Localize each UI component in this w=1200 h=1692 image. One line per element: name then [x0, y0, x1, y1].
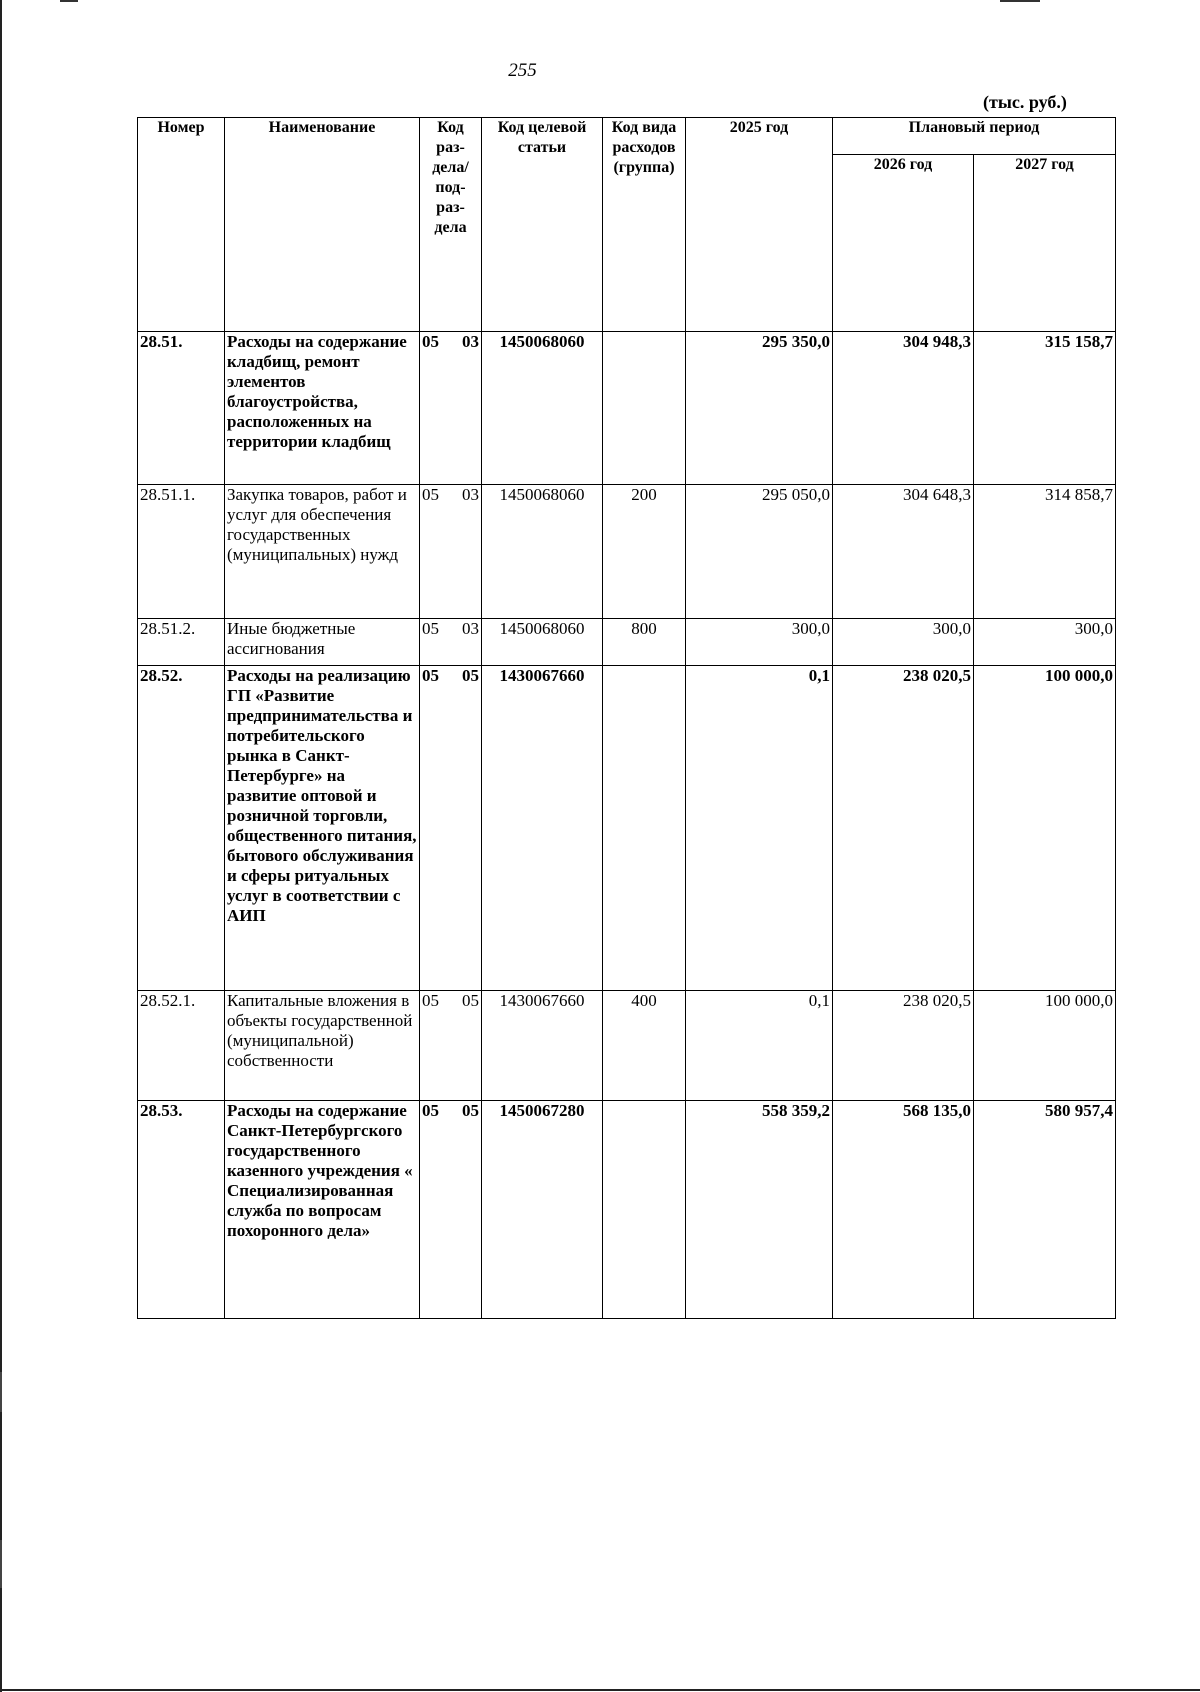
- row-expense-kind: [603, 1101, 686, 1319]
- table-body: [138, 332, 1116, 1319]
- row-amount-2025: 0,1: [686, 991, 833, 1101]
- row-number: 28.52.: [138, 666, 225, 991]
- row-amount-2027: 300,0: [974, 619, 1116, 666]
- row-name: Закупка товаров, работ и услуг для обеспечения государственных (муниципальных) нужд: [225, 485, 420, 619]
- header-target-code: Код целевой статьи: [482, 118, 603, 332]
- row-amount-2026: 238 020,5: [833, 666, 974, 991]
- row-target-code: 1450068060: [482, 619, 603, 666]
- row-number: 28.52.1.: [138, 991, 225, 1101]
- scan-artifact: [1000, 0, 1040, 2]
- row-number: 28.51.: [138, 332, 225, 485]
- row-amount-2027: 100 000,0: [974, 666, 1116, 991]
- row-target-code: 1450068060: [482, 332, 603, 485]
- page-number: 255: [508, 60, 537, 81]
- row-section: 05: [420, 619, 450, 666]
- header-year-2025: 2025 год: [686, 118, 833, 332]
- row-amount-2026: 238 020,5: [833, 991, 974, 1101]
- scan-edge-bottom: [0, 1689, 1200, 1691]
- row-number: 28.51.2.: [138, 619, 225, 666]
- row-target-code: 1450068060: [482, 485, 603, 619]
- table-row: [138, 1101, 1116, 1319]
- header-expense-kind: Код вида расходов (группа): [603, 118, 686, 332]
- row-section: 05: [420, 485, 450, 619]
- row-expense-kind: [603, 666, 686, 991]
- table-row: [138, 619, 1116, 666]
- row-expense-kind: [603, 332, 686, 485]
- row-section: 05: [420, 332, 450, 485]
- row-name: Капитальные вложения в объекты государственной (муниципальной) собственности: [225, 991, 420, 1101]
- row-name: Расходы на содержание кладбищ, ремонт элементов благоустройства, расположенных на территории кладбищ: [225, 332, 420, 485]
- row-expense-kind: 800: [603, 619, 686, 666]
- header-planned-period: Плановый период: [833, 118, 1116, 155]
- row-expense-kind: 200: [603, 485, 686, 619]
- row-amount-2026: 304 948,3: [833, 332, 974, 485]
- units-label: (тыс. руб.): [983, 92, 1067, 112]
- row-amount-2027: 580 957,4: [974, 1101, 1116, 1319]
- scan-artifact: [60, 0, 78, 2]
- row-target-code: 1450067280: [482, 1101, 603, 1319]
- table-row: [138, 332, 1116, 485]
- header-section-code: Код раз-дела/ под-раз-дела: [420, 118, 482, 332]
- header-year-2026: 2026 год: [833, 155, 974, 332]
- row-amount-2025: 558 359,2: [686, 1101, 833, 1319]
- header-name: Наименование: [225, 118, 420, 332]
- row-amount-2026: 300,0: [833, 619, 974, 666]
- row-amount-2025: 295 050,0: [686, 485, 833, 619]
- header-row: [138, 118, 1116, 155]
- row-expense-kind: 400: [603, 991, 686, 1101]
- budget-table: [137, 117, 1116, 1319]
- row-amount-2025: 295 350,0: [686, 332, 833, 485]
- row-name: Расходы на реализацию ГП «Развитие предпринимательства и потребительского рынка в Санкт-Петербурге» на развитие оптовой и розничной торговли, общественного питания, бытового обслуживания и сферы ритуальных услуг в соответствии с АИП: [225, 666, 420, 991]
- row-name: Иные бюджетные ассигнования: [225, 619, 420, 666]
- row-amount-2025: 300,0: [686, 619, 833, 666]
- table-row: [138, 991, 1116, 1101]
- row-amount-2027: 315 158,7: [974, 332, 1116, 485]
- row-section: 05: [420, 1101, 450, 1319]
- row-amount-2027: 314 858,7: [974, 485, 1116, 619]
- row-section: 05: [420, 991, 450, 1101]
- row-target-code: 1430067660: [482, 991, 603, 1101]
- row-name: Расходы на содержание Санкт-Петербургского государственного казенного учреждения « Специализированная служба по вопросам похоронного дела»: [225, 1101, 420, 1319]
- scan-artifact: [0, 1372, 2, 1412]
- header-number: Номер: [138, 118, 225, 332]
- table-row: [138, 485, 1116, 619]
- row-subsection: 03: [450, 332, 482, 485]
- row-target-code: 1430067660: [482, 666, 603, 991]
- scan-edge-left: [0, 0, 2, 1692]
- row-section: 05: [420, 666, 450, 991]
- row-subsection: 05: [450, 991, 482, 1101]
- header-year-2027: 2027 год: [974, 155, 1116, 332]
- row-subsection: 05: [450, 666, 482, 991]
- row-number: 28.51.1.: [138, 485, 225, 619]
- table-row: [138, 666, 1116, 991]
- row-number: 28.53.: [138, 1101, 225, 1319]
- scan-artifact: [0, 1540, 2, 1588]
- row-subsection: 05: [450, 1101, 482, 1319]
- row-amount-2026: 568 135,0: [833, 1101, 974, 1319]
- row-amount-2026: 304 648,3: [833, 485, 974, 619]
- row-subsection: 03: [450, 619, 482, 666]
- row-amount-2027: 100 000,0: [974, 991, 1116, 1101]
- row-subsection: 03: [450, 485, 482, 619]
- row-amount-2025: 0,1: [686, 666, 833, 991]
